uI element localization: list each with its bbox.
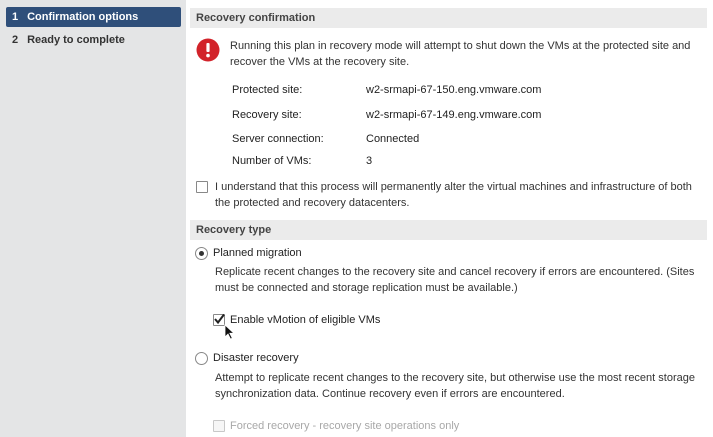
recovery-site-value: w2-srmapi-67-149.eng.vmware.com: [366, 109, 542, 121]
forced-recovery-checkbox[interactable]: [213, 420, 225, 432]
mouse-cursor-icon: [224, 324, 235, 340]
wizard-content: [186, 0, 713, 437]
disaster-recovery-label[interactable]: Disaster recovery: [213, 352, 299, 364]
planned-migration-label[interactable]: Planned migration: [213, 247, 302, 259]
planned-migration-radio[interactable]: [195, 247, 208, 260]
server-connection-label: Server connection:: [232, 133, 324, 145]
error-icon: [196, 38, 220, 62]
recovery-site-label: Recovery site:: [232, 109, 302, 121]
number-of-vms-value: 3: [366, 155, 373, 167]
step-number: 2: [12, 34, 19, 46]
step-number: 1: [12, 11, 19, 23]
enable-vmotion-label[interactable]: Enable vMotion of eligible VMs: [230, 314, 381, 326]
number-of-vms-label: Number of VMs:: [232, 155, 312, 167]
step-ready-to-complete[interactable]: [6, 30, 181, 50]
wizard-sidebar: [0, 0, 186, 437]
acknowledge-label[interactable]: I understand that this process will permanently alter the virtual machines and infrastructure of both the protected and recovery datacenters.: [215, 181, 692, 209]
protected-site-value: w2-srmapi-67-150.eng.vmware.com: [366, 84, 542, 96]
planned-migration-description: Replicate recent changes to the recovery site and cancel recovery if errors are encountered. (Sites must be connected and storage replication must be available.): [215, 266, 695, 294]
step-label: Ready to complete: [27, 34, 125, 46]
step-confirmation-options[interactable]: [6, 7, 181, 27]
acknowledge-checkbox[interactable]: [196, 181, 208, 193]
recovery-confirmation-header: Recovery confirmation: [190, 8, 707, 28]
warning-message: Running this plan in recovery mode will attempt to shut down the VMs at the protected site and recover the VMs at the recovery site.: [230, 40, 691, 68]
forced-recovery-label[interactable]: Forced recovery - recovery site operations only: [230, 420, 460, 432]
protected-site-label: Protected site:: [232, 84, 303, 96]
server-connection-value: Connected: [366, 133, 420, 145]
recovery-type-header: Recovery type: [190, 220, 707, 240]
step-label: Confirmation options: [27, 11, 139, 23]
disaster-recovery-radio[interactable]: [195, 352, 208, 365]
disaster-recovery-description: Attempt to replicate recent changes to the recovery site, but otherwise use the most recent storage synchronization data. Continue recovery even if errors are encountered.: [215, 372, 695, 400]
